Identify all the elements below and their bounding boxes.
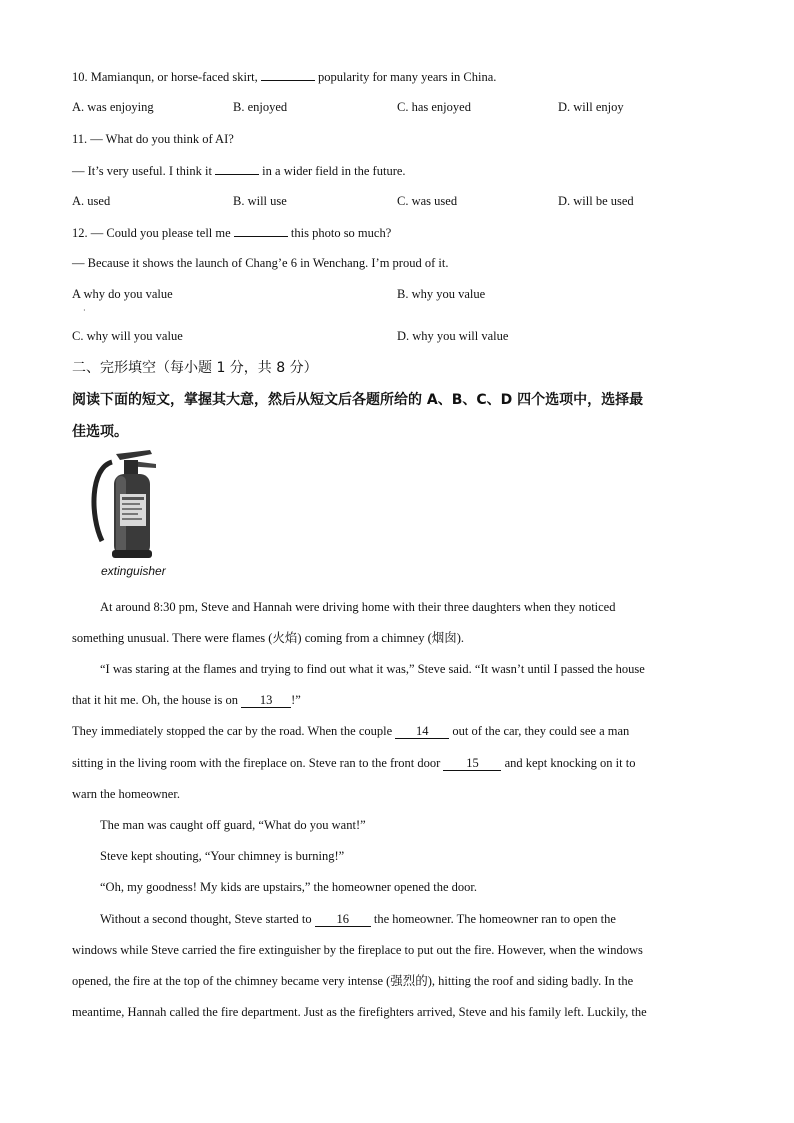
answer-blank [215, 162, 259, 175]
q12-option-b: B. why you value [397, 287, 486, 301]
q12-option-d: D. why you will value [397, 329, 509, 343]
blank-16: 16 [315, 912, 371, 927]
blank-14: 14 [395, 724, 449, 739]
q11-option-d: D. will be used [558, 194, 634, 208]
blank-13: 13 [241, 693, 291, 708]
passage-line: The man was caught off guard, “What do you want!” [100, 818, 366, 832]
passage-line: At around 8:30 pm, Steve and Hannah were driving home with their three daughters when they noticed [100, 600, 616, 614]
question-11-reply: — It’s very useful. I think it in a wider field in the future. [72, 164, 406, 178]
passage-line: “I was staring at the flames and trying to find out what it was,” Steve said. “It wasn’t until I passed the house [100, 662, 645, 676]
q10-option-a: A. was enjoying [72, 100, 154, 114]
answer-blank [261, 68, 315, 81]
stray-dot: · [83, 306, 86, 315]
answer-blank [234, 224, 288, 237]
image-caption: extinguisher [101, 564, 166, 578]
q10-option-d: D. will enjoy [558, 100, 624, 114]
q10-option-c: C. has enjoyed [397, 100, 471, 114]
q12-option-c: C. why will you value [72, 329, 183, 343]
question-12-reply: — Because it shows the launch of Chang’e 6 in Wenchang. I’m proud of it. [72, 256, 449, 270]
fire-extinguisher-icon [72, 446, 194, 568]
q11-option-b: B. will use [233, 194, 287, 208]
passage-line: that it hit me. Oh, the house is on 13 !” [72, 693, 301, 707]
passage-line: something unusual. There were flames (火焰) coming from a chimney (烟囱). [72, 631, 465, 645]
section-instruction-line1: 阅读下面的短文，掌握其大意，然后从短文后各题所给的 A、B、C、D 四个选项中，选择最 [72, 392, 644, 408]
passage-line: windows while Steve carried the fire extinguisher by the fireplace to put out the fire. However, when the windows [72, 943, 643, 957]
passage-line: “Oh, my goodness! My kids are upstairs,” the homeowner opened the door. [100, 880, 478, 894]
q12-option-a: A why do you value [72, 287, 173, 301]
fire-extinguisher-image [72, 446, 194, 568]
blank-15: 15 [443, 756, 501, 771]
passage-line: They immediately stopped the car by the road. When the couple 14 out of the car, they could see a man [72, 724, 630, 738]
question-11-stem: 11. — What do you think of AI? [72, 132, 234, 146]
passage-line: warn the homeowner. [72, 787, 180, 801]
passage-line: meantime, Hannah called the fire department. Just as the firefighters arrived, Steve and his family left. Luckily, the [72, 1005, 647, 1019]
question-12-stem: 12. — Could you please tell me this photo so much? [72, 226, 392, 240]
section-instruction-line2: 佳选项。 [72, 424, 128, 440]
q10-option-b: B. enjoyed [233, 100, 288, 114]
passage-line: sitting in the living room with the fireplace on. Steve ran to the front door 15 and kept knocking on it to [72, 756, 636, 770]
q11-option-a: A. used [72, 194, 111, 208]
passage-line: Without a second thought, Steve started to 16 the homeowner. The homeowner ran to open the [100, 912, 616, 926]
question-10-stem: 10. Mamianqun, or horse-faced skirt, popularity for many years in China. [72, 70, 497, 84]
passage-line: Steve kept shouting, “Your chimney is burning!” [100, 849, 345, 863]
section-title: 二、完形填空（每小题 1 分，共 8 分） [72, 360, 318, 376]
passage-line: opened, the fire at the top of the chimney became very intense (强烈的), hitting the roof and siding badly. In the [72, 974, 634, 988]
q11-option-c: C. was used [397, 194, 458, 208]
